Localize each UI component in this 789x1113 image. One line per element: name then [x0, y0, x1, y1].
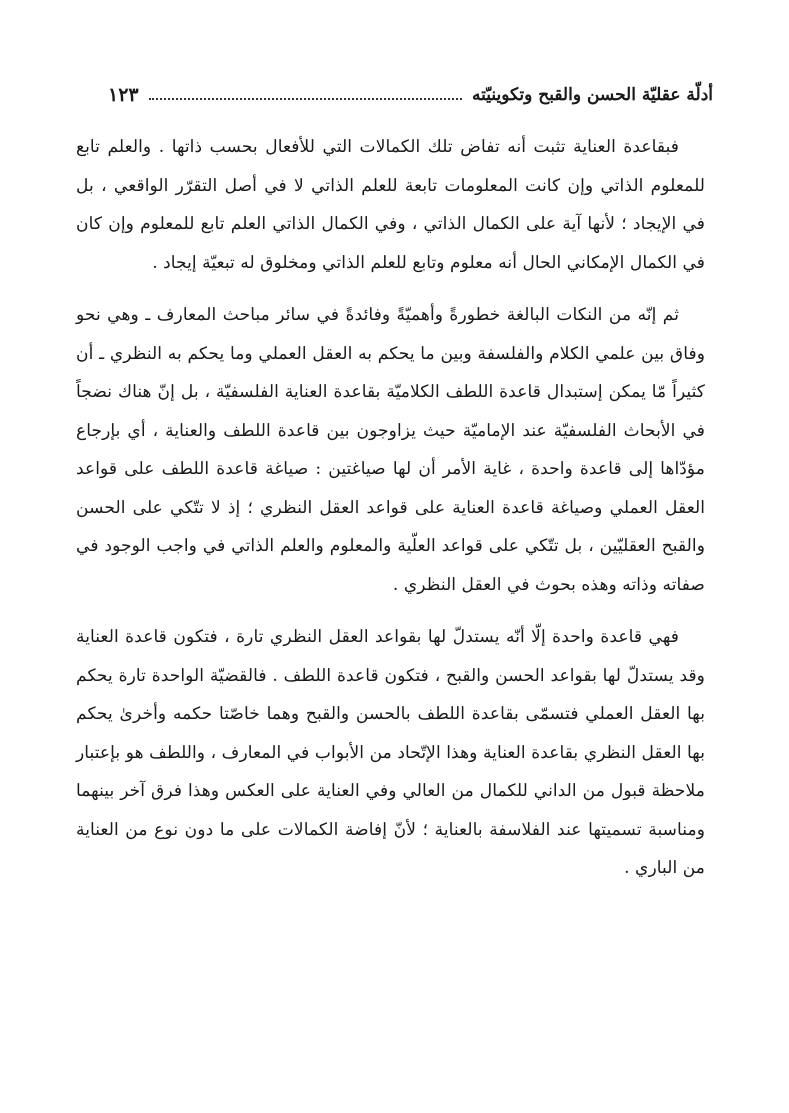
page-header: [108, 74, 713, 106]
page-number: ١٢٣: [108, 84, 139, 106]
paragraph-3: فهي قاعدة واحدة إلّا أنّه يستدلّ لها بقواعد العقل النظري تارة ، فتكون قاعدة العناية وقد يستدلّ لها بقواعد الحسن والقبح ، فتكون قاعدة اللطف . فالقضيّة الواحدة تارة يحكم بها العقل العملي فتسمّى بقاعدة اللطف بالحسن والقبح وهما خاصّتا حكمه وأخرىٰ يحكم بها العقل النظري بقاعدة العناية وهذا الإتّحاد من الأبواب في المعارف ، واللطف هو بإعتبار ملاحظة قبول من الداني للكمال من العالي وفي العناية على العكس وهذا فرق آخر بينهما ومناسبة تسميتها عند الفلاسفة بالعناية ؛ لأنّ إفاضة الكمالات على ما دون نوع من العناية من الباري .: [76, 627, 705, 878]
running-title: أدلّة عقليّة الحسن والقبح وتكوينيّته: [471, 85, 713, 105]
dotted-leader: [149, 98, 462, 100]
paragraph-2: ثم إنّه من النكات البالغة خطورةً وأهميّةً وفائدةً في سائر مباحث المعارف ـ وهي نحو وفاق بين علمي الكلام والفلسفة وبين ما يحكم به العقل العملي وما يحكم به النظري ـ أن كثيراً مّا يمكن إستبدال قاعدة اللطف الكلاميّة بقاعدة العناية الفلسفيّة ، بل إنّ هناك نضجاً في الأبحاث الفلسفيّة عند الإماميّة حيث يزاوجون بين قاعدة اللطف والعناية ، أي بإرجاع مؤدّاها إلى قاعدة واحدة ، غاية الأمر أن لها صياغتين : صياغة قاعدة اللطف على قواعد العقل العملي وصياغة قاعدة العناية على قواعد العقل النظري ؛ إذ لا تتّكي على الحسن والقبح العقليّين ، بل تتّكي على قواعد العلّية والمعلوم والعلم الذاتي في واجب الوجود في صفاته وذاته وهذه بحوث في العقل النظري .: [76, 305, 705, 595]
paragraph-1: فبقاعدة العناية تثبت أنه تفاض تلك الكمالات التي للأفعال بحسب ذاتها . والعلم تابع للمعلوم الذاتي وإن كانت المعلومات تابعة للعلم الذاتي لا في أصل التقرّر الواقعي ، بل في الإيجاد ؛ لأنها آية على الكمال الذاتي ، وفي الكمال الذاتي العلم تابع للمعلوم وإن كان في الكمال الإمكاني الحال أنه معلوم وتابع للعلم الذاتي ومخلوق له تبعيّة إيجاد .: [76, 137, 705, 273]
body-text: [76, 128, 705, 902]
